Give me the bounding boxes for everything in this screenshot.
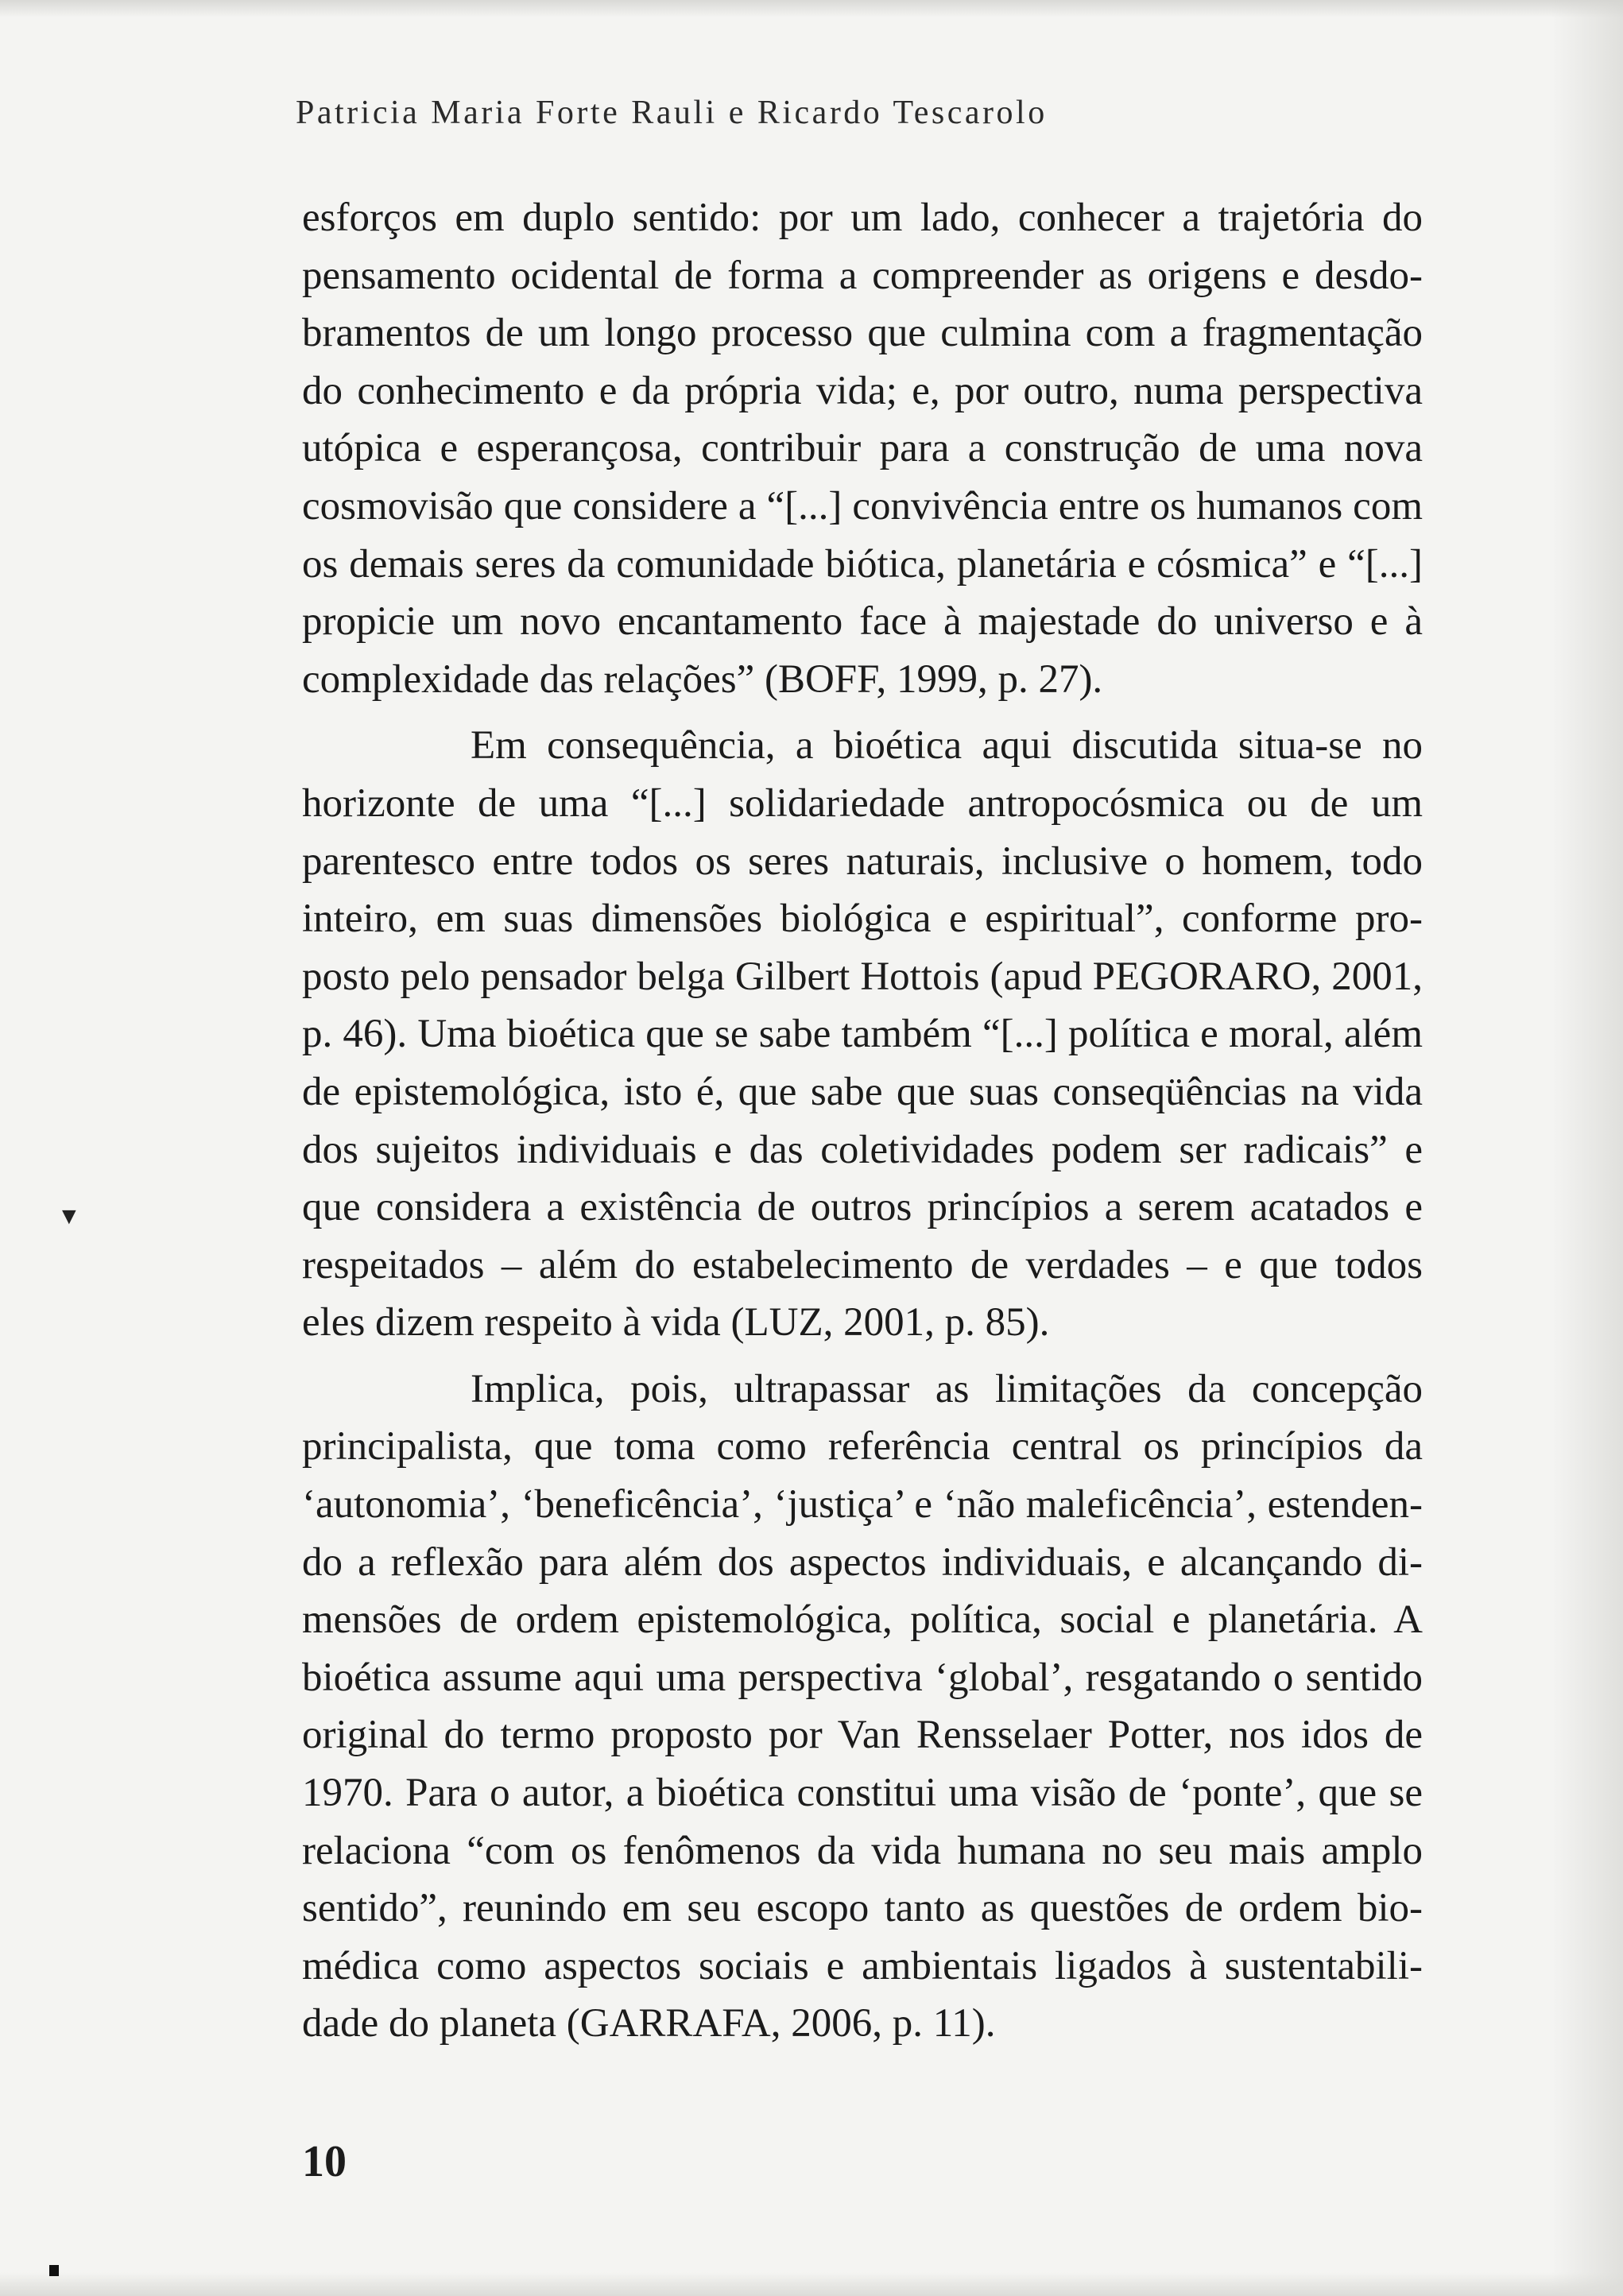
paragraph-1: esforços em duplo sentido: por um lado, conhecer a trajetória do pensamento ocidental de forma a compreender as origens e desdobramentos de um longo processo que culmina com a fragmentação do conhecimento e da própria vida; e, por outro, numa perspectiva utópica e esperançosa, contribuir para a construção de uma nova cosmovisão que considere a “[...] convivência entre os humanos com os demais seres da comunidade biótica, planetária e cósmica” e “[...] propicie um novo encantamento face à majestade do universo e à complexidade das relações” (BOFF, 1999, p. 27). <box>302 196 1423 702</box>
page-bottom-edge <box>0 2272 1623 2296</box>
page-number: 10 <box>302 2137 347 2186</box>
paragraph-2: Em consequência, a bioética aqui discutida situa-se no horizonte de uma “[...] solidariedade antropocósmica ou de um parentesco entre todos os seres naturais, inclusive o homem, todo inteiro, em suas dimensões biológica e espiritual”, conforme proposto pelo pensador belga Gilbert Hottois (apud PEGORARO, 2001, p. 46). Uma bioética que se sabe também “[...] política e moral, além de epistemológica, isto é, que sabe que suas conseqüências na vida dos sujeitos individuais e das coletividades podem ser radicais” e que considera a existência de outros princípios a serem acatados e respeitados – além do estabelecimento de verdades – e que todos eles dizem respeito à vida (LUZ, 2001, p. 85). <box>302 723 1423 1345</box>
page-top-edge <box>0 0 1623 17</box>
paragraph-3: Implica, pois, ultrapassar as limitações da concepção principalista, que toma como referência central os princípios da ‘autonomia’, ‘beneficência’, ‘justiça’ e ‘não maleficência’, estendendo a reflexão para além dos aspectos individuais, e alcançando dimensões de ordem epistemológica, política, social e planetária. A bioética assume aqui uma perspectiva ‘global’, resgatando o sentido original do termo proposto por Van Rensselaer Potter, nos idos de 1970. Para o autor, a bioética constitui uma visão de ‘ponte’, que se relaciona “com os fenômenos da vida humana no seu mais amplo sentido”, reunindo em seu escopo tanto as questões de ordem biomédica como aspectos sociais e ambientais ligados à sustentabilidade do planeta (GARRAFA, 2006, p. 11). <box>302 1366 1423 2046</box>
body-text <box>302 189 1423 2053</box>
scan-corner-mark <box>49 2265 59 2276</box>
running-head: Patricia Maria Forte Rauli e Ricardo Tescarolo <box>296 95 1048 131</box>
page-right-edge <box>1551 0 1623 2296</box>
margin-arrow-icon: ▼ <box>57 1203 81 1229</box>
